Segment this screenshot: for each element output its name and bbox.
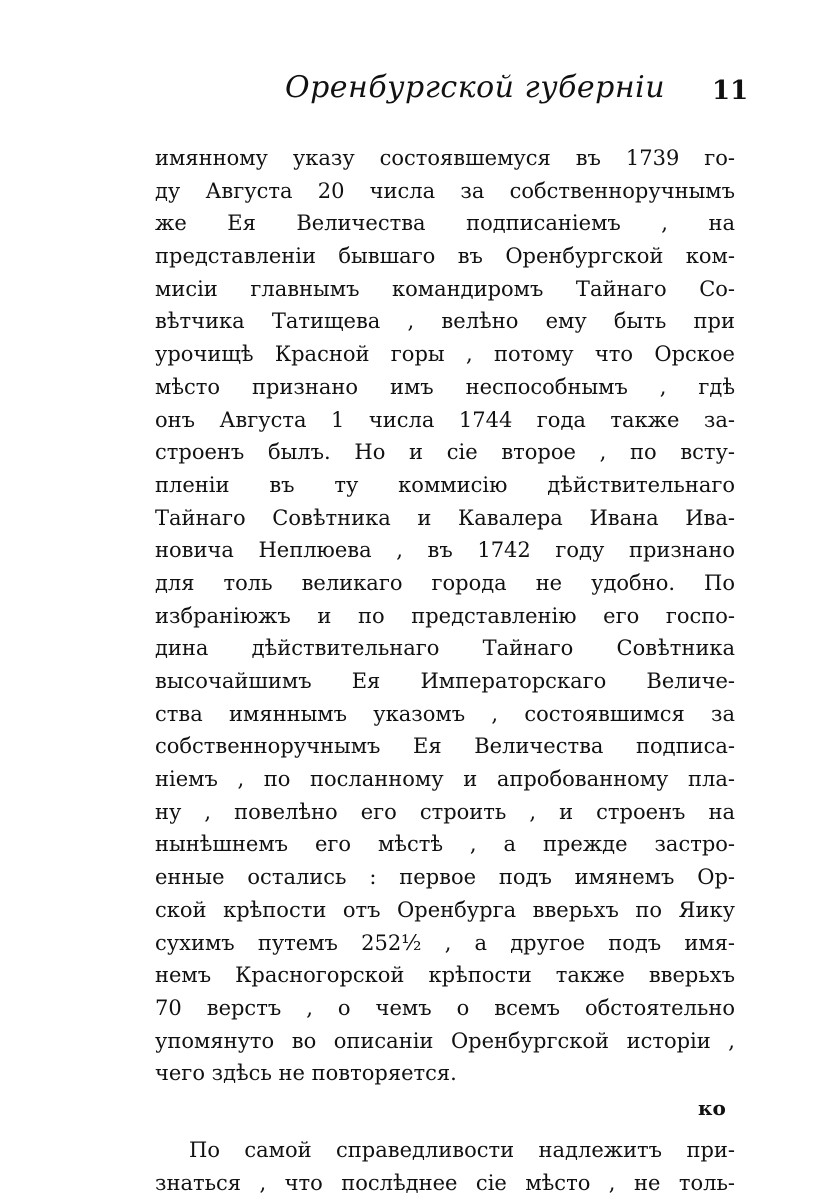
text-line: чего здѣсь не повторяется.	[155, 1061, 457, 1086]
text-line: дина дѣйствительнаго Тайнаго Совѣтника	[155, 636, 735, 661]
text-line: пленіи въ ту коммисію дѣйствительнаго	[155, 472, 735, 497]
text-line: онъ Августа 1 числа 1744 года также за-	[155, 407, 735, 432]
paragraph-gap	[155, 1090, 735, 1134]
text-line: ніемъ , по посланному и апробованному пла-	[155, 767, 735, 792]
text-line: мѣсто признано имъ неспособнымъ , гдѣ	[155, 374, 735, 399]
paragraph-1	[155, 142, 735, 1090]
text-line: ства имяннымъ указомъ , состоявшимся за	[155, 701, 735, 726]
page-number: 11	[712, 76, 749, 106]
running-header-title: Оренбургской губерніи	[285, 70, 666, 105]
text-line: имянному указу состоявшемуся въ 1739 го-	[155, 146, 735, 170]
text-line: сухимъ путемъ 252½ , а другое подъ имя-	[155, 930, 735, 955]
text-line: Тайнаго Совѣтника и Кавалера Ивана Ива-	[155, 505, 735, 530]
text-line: немъ Красногорской крѣпости также вверьхъ	[155, 963, 735, 988]
text-line: вѣтчика Татищева , велѣно ему быть при	[155, 309, 735, 334]
body-text	[155, 142, 735, 1199]
text-line: 70 верстъ , о чемъ о всемъ обстоятельно	[155, 995, 735, 1020]
text-line: строенъ былъ. Но и сіе второе , по всту-	[155, 440, 735, 465]
catchword: ко	[698, 1096, 726, 1120]
text-line: собственноручнымъ Ея Величества подписа-	[155, 734, 735, 759]
text-line: избраніюжъ и по представленію его госпо-	[155, 603, 735, 628]
text-line: енные остались : первое подъ имянемъ Ор-	[155, 865, 735, 890]
text-line: нынѣшнемъ его мѣстѣ , а прежде застро-	[155, 832, 735, 857]
text-line: ну , повелѣно его строить , и строенъ на	[155, 799, 735, 824]
text-line: для толь великаго города не удобно. По	[155, 570, 735, 595]
text-line: же Ея Величества подписаніемъ , на	[155, 211, 735, 236]
text-line: По самой справедливости надлежитъ при-	[189, 1137, 735, 1162]
text-line: знаться , что послѣднее сіе мѣсто , не толь-	[155, 1170, 735, 1195]
text-line: урочищѣ Красной горы , потому что Орское	[155, 342, 735, 367]
text-line: упомянуто во описаніи Оренбургской исторіи ,	[155, 1028, 735, 1053]
text-line: ской крѣпости отъ Оренбурга вверьхъ по Яику	[155, 897, 735, 922]
paragraph-2	[155, 1134, 735, 1199]
text-line: высочайшимъ Ея Императорскаго Величе-	[155, 669, 735, 693]
text-line: новича Неплюева , въ 1742 году признано	[155, 538, 735, 563]
text-line: ду Августа 20 числа за собственноручнымъ	[155, 178, 735, 203]
text-line: представленіи бывшаго въ Оренбургской ком-	[155, 244, 735, 269]
text-line: мисіи главнымъ командиромъ Тайнаго Со-	[155, 276, 735, 301]
